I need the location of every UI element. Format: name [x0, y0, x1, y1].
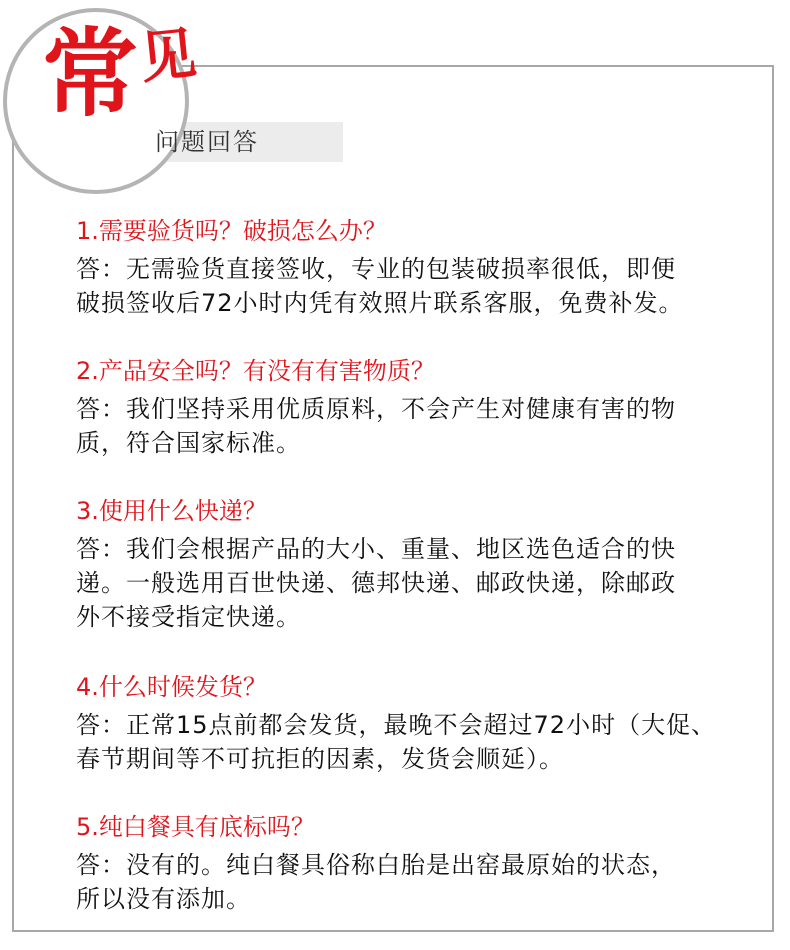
faq-answer-line: 递。一般选用百世快递、德邦快递、邮政快递，除邮政 [76, 569, 676, 597]
faq-question: 4.什么时候发货？ [76, 673, 267, 701]
faq-question: 5.纯白餐具有底标吗？ [76, 813, 315, 841]
faq-answer [76, 848, 726, 916]
faq-answer-line: 答：无需验货直接签收，专业的包装破损率很低，即便 [76, 255, 676, 283]
faq-answer [76, 392, 726, 460]
faq-item-1 [76, 214, 726, 320]
title-char-chang: 常 [42, 17, 134, 130]
subtitle-text: 问题回答 [155, 128, 259, 156]
faq-answer-line: 答：我们会根据产品的大小、重量、地区选色适合的快 [76, 535, 676, 563]
faq-answer [76, 708, 726, 776]
faq-answer-line: 春节期间等不可抗拒的因素，发货会顺延）。 [76, 745, 564, 773]
faq-item-4 [76, 670, 726, 776]
faq-item-2 [76, 354, 726, 460]
faq-question: 2.产品安全吗？有没有有害物质？ [76, 357, 435, 385]
faq-answer [76, 532, 726, 634]
faq-answer-line: 所以没有添加。 [76, 885, 251, 913]
faq-item-5 [76, 810, 726, 916]
faq-answer-line: 破损签收后72小时内凭有效照片联系客服，免费补发。 [76, 289, 684, 317]
faq-answer-line: 外不接受指定快递。 [76, 603, 301, 631]
faq-answer-line: 答：我们坚持采用优质原料，不会产生对健康有害的物 [76, 395, 676, 423]
faq-question: 3.使用什么快递？ [76, 497, 267, 525]
title-char-jian: 见 [136, 20, 200, 92]
faq-answer-line: 答：正常15点前都会发货，最晚不会超过72小时（大促、 [76, 711, 717, 739]
faq-item-3 [76, 494, 726, 634]
faq-answer [76, 252, 726, 320]
faq-answer-line: 质，符合国家标准。 [76, 429, 301, 457]
faq-question: 1.需要验货吗？破损怎么办？ [76, 217, 387, 245]
faq-answer-line: 答：没有的。纯白餐具俗称白胎是出窑最原始的状态， [76, 851, 676, 879]
